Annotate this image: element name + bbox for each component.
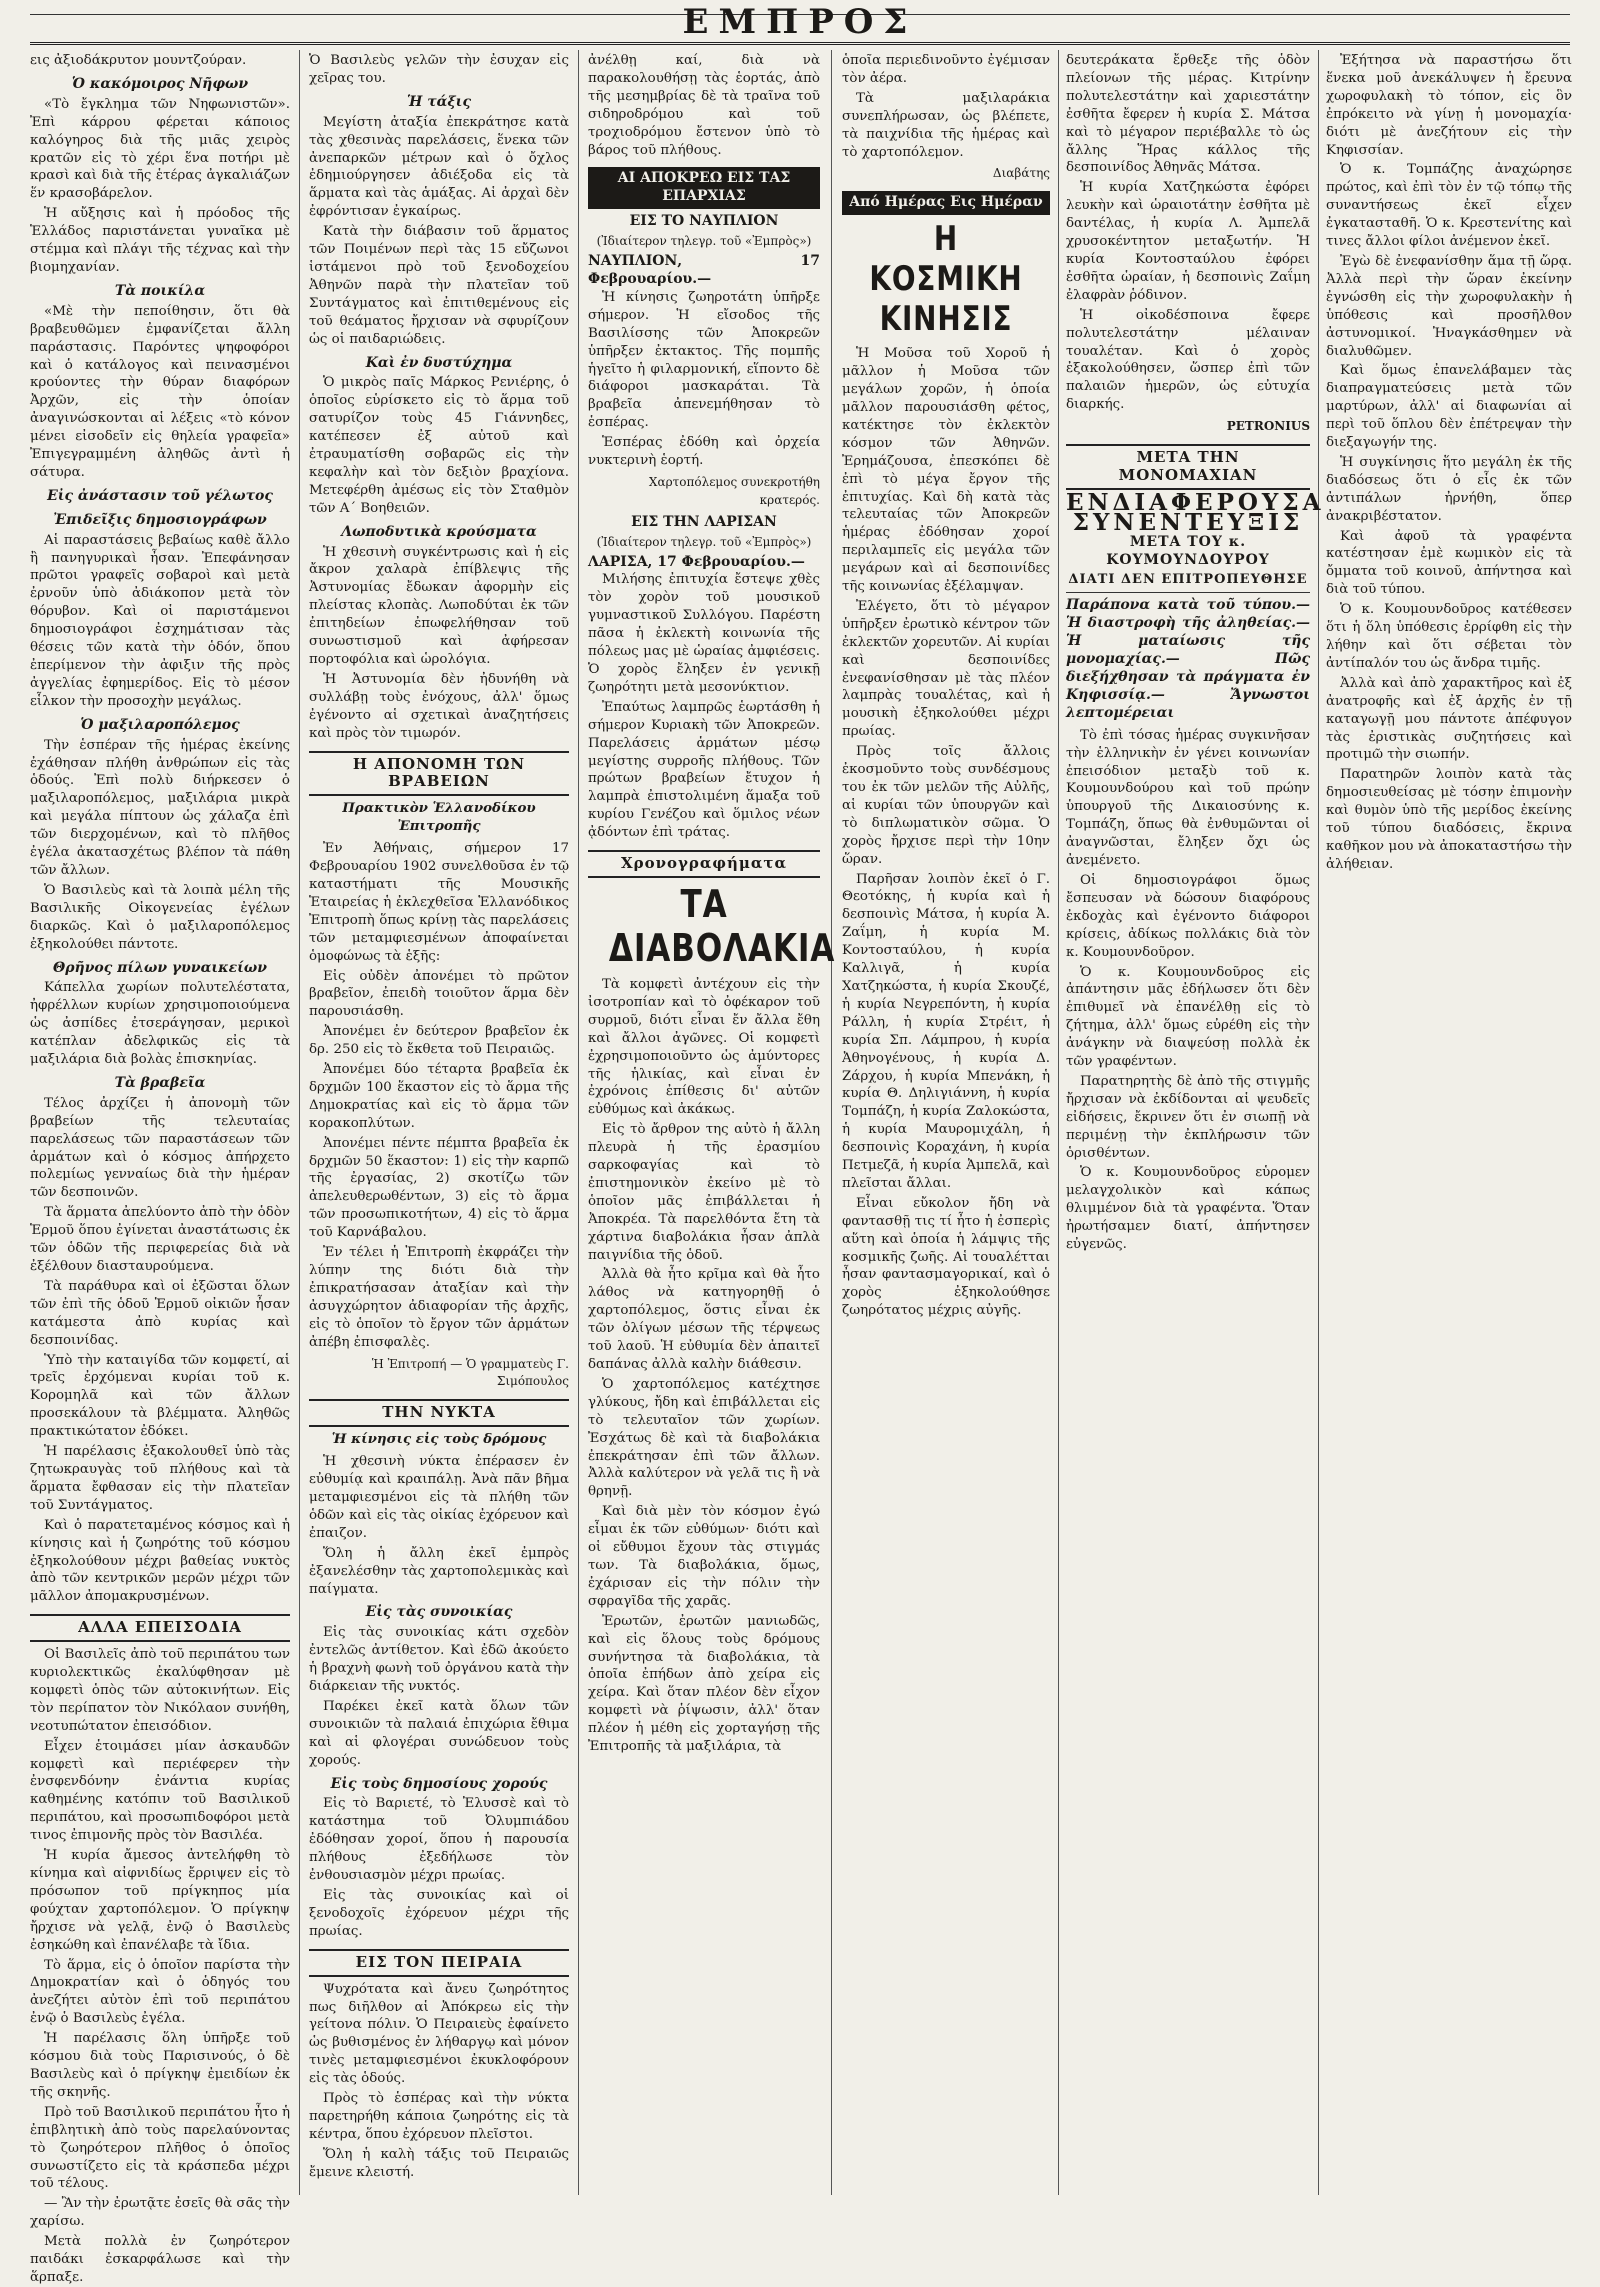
subheading: ΕΙΣ ΤΟ ΝΑΥΠΛΙΟΝ xyxy=(629,213,779,230)
paragraph: Ἐν Ἀθήναις, σήμερον 17 Φεβρουαρίου 1902 συνελθοῦσα ἐν τῷ καταστήματι τῆς Μουσικῆς Ἑταιρείας ἡ ἐκλεχθεῖσα Ἑλλανόδικος Ἐπιτροπὴ ὅπως κρίνῃ τὰς παρελάσεις τῶν μεταμφιεσμένων ἀποφαίνεται ὁμοφώνως τὰ ἑξῆς: xyxy=(309,841,569,964)
column-2 xyxy=(309,52,569,2192)
subheading: Λωποδυτικὰ κρούσματα xyxy=(341,523,537,540)
subheading: Εἰς τοὺς δημοσίους χορούς xyxy=(330,1775,548,1792)
paragraph: Μετὰ πολλὰ ἐν ζωηρότερον παιδάκι ἐσκαρφάλωσε καὶ τὴν ἅρπαξε. xyxy=(30,2234,290,2285)
paragraph: Ἐρωτῶν, ἐρωτῶν μανιωδῶς, καὶ εἰς ὅλους τοὺς δρόμους συνήντησα τὰ διαβολάκια, τὰ ὁποῖα ἐπήδων ἀπὸ χείρα εἰς χείρα. Καὶ ὅταν πλέον δὲν εἶχον κομφετὶ νὰ ῥίψωσιν, ἀλλ' ὅταν πλέον ἡ μέθη εἰς χορταγήσῃ τῆς Ἐπιτροπῆς τὰ μαξιλάρια, τὰ xyxy=(588,1613,820,1755)
dateline: ΝΑΥΠΛΙΟΝ, 17 Φεβρουαρίου.— xyxy=(588,253,820,287)
paragraph: Εἰς τὸ Βαριετέ, τὸ Ἐλυσσὲ καὶ τὸ κατάστημα τοῦ Ὀλυμπιάδου ἐδόθησαν χοροί, ὅπου ἡ παρουσία πλήθους ἐξεδήλωσε τὸν ἐνθουσιασμὸν μέχρι πρωίας. xyxy=(309,1796,569,1884)
subheading: ΕΙΣ ΤΗΝ ΛΑΡΙΣΑΝ xyxy=(631,513,777,530)
paragraph: Ἡ κυρία ἄμεσος ἀντελήφθη τὸ κίνημα καὶ αἰφνιδίως ἔρριψεν εἰς τὸ πρόσωπον τοῦ πρίγκηπος μία φούχταν χαρτοπόλεμον. Ὁ πρίγκηψ ἤρχισε νὰ γελᾷ, ἐνῷ ὁ Βασιλεὺς ἐσηκώθη καὶ ἐπανέλαβε τὰ ἴδια. xyxy=(30,1848,290,1953)
paragraph: Πρὸ τοῦ Βασιλικοῦ περιπάτου ἦτο ἡ ἐπιβλητικὴ ἀπὸ τοὺς παρελαύνοντας τὸ ζωηρότερον πλῆθος ὁ ὁποῖος συνωστίζετο εἰς τὰ κράσπεδα μέχρι τοῦ τέλους. xyxy=(30,2104,290,2192)
feature-headline: ΤΑ ΔΙΑΒΟΛΑΚΙΑ xyxy=(608,881,836,970)
section-heading: Χρονογραφήματα xyxy=(588,850,820,878)
paragraph: Ἡ οἰκοδέσποινα ἔφερε πολυτελεστάτην μέλαιναν τουαλέταν. Καὶ ὁ χορὸς ἐξακολούθησεν, ὥσπερ ἐπὶ τῶν παλαιῶν ἡμερῶν, ὡς εὐτυχία διαρκής. xyxy=(1066,307,1310,413)
lead-heading: Πρακτικὸν Ἑλλανοδίκου Ἐπιτροπῆς xyxy=(342,800,536,835)
subheading: Ὁ κακόμοιρος Νῆφων xyxy=(71,75,249,92)
subheading-note: (Ἰδιαίτερον τηλεγρ. τοῦ «Ἐμπρὸς») xyxy=(596,534,812,549)
paragraph: Εἰς τὰς συνοικίας καὶ οἱ ξενοδοχοῖς ἐχόρευον μέχρι τῆς πρωίας. xyxy=(309,1888,569,1939)
paragraph: Ἡ Ἀστυνομία δὲν ἠδυνήθη νὰ συλλάβῃ τοὺς ἐνόχους, ἀλλ' ὅμως ἐγένοντο αἱ σχετικαὶ ἀναζητήσεις καὶ πρὸς τὸν τιμωρόν. xyxy=(309,671,569,741)
paragraph: Τὰ κομφετὶ ἀντέχουν εἰς τὴν ἰσοτροπίαν καὶ τὸ ὀφέκαρον τοῦ συρμοῦ, διότι εἶναι ἔν ἄλλα ἔθη καὶ ἄλλοι ἀγῶνες. Οἱ κομφετὶ ἐχρησιμοποιοῦντο ὡς ἀμύντορες τῆς ἡλικίας, καὶ εἶναι ἐν ἐχρόνοις ἐπίθεσις δι' αὐτῶν εὐθύμως καὶ ἀκάκως. xyxy=(588,976,820,1118)
subheading: Θρῆνος πίλων γυναικείων xyxy=(53,959,267,976)
paragraph: ὁποῖα περιεδινοῦντο ἐγέμισαν τὸν ἀέρα. xyxy=(842,53,1050,86)
paragraph: Τὸ ἐπὶ τόσας ἡμέρας συγκινῆσαν τὴν ἑλληνικὴν ἐν γένει κοινωνίαν ἐπεισόδιον μεταξὺ τοῦ κ. Κουμουνδούρου καὶ τοῦ πρώην ὑπουργοῦ τῆς Δικαιοσύνης κ. Τομπάζη, ὅπως θὰ ἐνθυμῶνται οἱ ἀναγνῶσται, ἔληξεν ὄχι ὡς ἀνεμένετο. xyxy=(1066,727,1310,869)
section-heading: ΜΕΤΑ ΤΗΝ ΜΟΝΟΜΑΧΙΑΝ xyxy=(1066,444,1310,490)
paragraph: Παρατηρητὴς δὲ ἀπὸ τῆς στιγμῆς ἤρχισαν νὰ ἐκδίδονται αἱ ψευδεῖς εἰδήσεις, ἔκρινεν ὅτι ἐν σιωπῇ νὰ περιμένῃ τὴν ἐκπλήρωσιν τῶν ὁρισθέντων. xyxy=(1066,1073,1310,1161)
subheading: Εἰς ἀνάστασιν τοῦ γέλωτος xyxy=(47,487,273,504)
paragraph: Ὁ κ. Κουμουνδοῦρος εὑρομεν μελαγχολικὸν καὶ κάπως θλιμμένον διὰ τὰ γραφέντα. Ὅταν ἠρωτήσαμεν διατί, ἀπήντησεν εὐγενῶς. xyxy=(1066,1165,1310,1253)
paragraph: Ἐξήτησα νὰ παραστήσω ὅτι ἕνεκα μοῦ ἀνεκάλυψεν ἡ ἔρευνα χωροφυλακὴ τὸ τόπον, εἰς ὃν ἐπρόκειτο νὰ γίνῃ ἡ μονομαχία· διότι μὲ ἀνεζήτουν εἰς τὴν Κηφισσίαν. xyxy=(1326,53,1572,158)
paragraph: Κατὰ τὴν διάβασιν τοῦ ἅρματος τῶν Ποιμένων περὶ τὰς 15 εὔζωνοι ἱστάμενοι πρὸ τοῦ ξενοδοχείου Ἀθηνῶν παρὰ τὴν πλατεῖαν τοῦ Συντάγματος καὶ ἐπιτιθεμένους εἰς τοῦ θεάματος ἤρχισαν νὰ σφυρίζουν ὡς οἱ παιδαριώδεις. xyxy=(309,224,569,347)
signature: Διαβάτης xyxy=(992,166,1050,181)
paragraph: Ἡ κυρία Χατζηκώστα ἐφόρει λευκὴν καὶ ὡραιοτάτην ἐσθῆτα μὲ δαντέλας, ἡ κυρία Λ. Ἀμπελᾶ χρυσοκέντητον μεταξωτήν. Ἡ κυρία Κοντοσταύλου ἐφόρει ἐσθῆτα ὡραίαν, ἡ δεσποινὶς Ζαΐμη ἐλαφρὰν ῥόδινον. xyxy=(1066,180,1310,303)
paragraph: Τέλος ἀρχίζει ἡ ἀπονομὴ τῶν βραβείων τῆς τελευταίας παρελάσεως τῶν παραστάσεων τῶν ἁρμάτων καὶ ὁ κόσμος ἀπήρχετο πολεμίως γενναίως διὰ τὴν ἡμέραν τῶν δεσποινῶν. xyxy=(30,1095,290,1201)
paragraph: Ἀπονέμει ἐν δεύτερον βραβεῖον ἐκ δρ. 250 εἰς τὸ ἔκθετα τοῦ Πειραιῶς. xyxy=(309,1024,569,1058)
paragraph: Οἱ δημοσιογράφοι ὅμως ἔσπευσαν νὰ δώσουν διαφόρους ἐκδοχὰς καὶ ἐγένοντο διάφοροι κρίσεις, ἀδίκως πολλάκις διὰ τὸν κ. Κουμουνδοῦρον. xyxy=(1066,872,1310,960)
paragraph: Ὁ Βασιλεὺς καὶ τὰ λοιπὰ μέλη τῆς Βασιλικῆς Οἰκογενείας ἐγέλων διαρκῶς. Καὶ ὁ μαξιλαροπόλεμος ἐξηκολούθει πάντοτε. xyxy=(30,882,290,952)
paragraph: Ἡ κίνησις ζωηροτάτη ὑπῆρξε σήμερον. Ἡ εἴσοδος τῆς Βασιλίσσης τῶν Ἀποκρεῶν ὑπῆρξεν ἐκτακτος. Τῆς πομπῆς ἡγεῖτο ἡ φιλαρμονική, εἵποντο δὲ διάφοροι μασκαράται. Τὰ βραβεῖα ἀπενεμήθησαν τὸ ἑσπέρας. xyxy=(588,289,820,431)
column-rule xyxy=(831,50,832,2195)
paragraph: Αἱ παραστάσεις βεβαίως καθὲ ἄλλο ἢ πανηγυρικαὶ ἦσαν. Ἐπεφάνησαν πρῶτοι γραφεῖς σοβαροὶ καὶ μετὰ ἐρνοῦν ὑπὸ ἀδιάκοπον μετὰ τὸν θόρυβον. Καὶ οἱ παριστάμενοι δημοσιογράφοι ἐσχημάτισαν τὰς θέσεις τῶν κατὰ τὴν ὁδόν, ὅπου ἐπερίμενον τὴν ἀφιξιν τῆς πρὸς ἀγγελίας ἐφημερίδος. Εἰς τὸ μέσον εἷλκον τὴν προσοχὴν μεγάλως. xyxy=(30,532,290,709)
feature-headline: Η ΚΟΣΜΙΚΗ ΚΙΝΗΣΙΣ xyxy=(869,219,1023,340)
paragraph: Ψυχρότατα καὶ ἄνευ ζωηρότητος πως διῆλθον αἱ Ἀπόκρεω εἰς τὴν γείτονα πόλιν. Ὁ Πειραιεὺς ἐφαίνετο ὡς βυθισμένος ἐν λήθαργῳ καὶ μόνον τινὲς μεταμφιεσμένοι ἐκυκλοφόρουν εἰς τὰς ὁδούς. xyxy=(309,1981,569,2087)
section-heading: Η ΑΠΟΝΟΜΗ ΤΩΝ ΒΡΑΒΕΙΩΝ xyxy=(309,751,569,797)
section-heading: Από Ημέρας Εις Ημέραν xyxy=(842,191,1050,215)
paragraph: Οἱ Βασιλεῖς ἀπὸ τοῦ περιπάτου των κυριολεκτικῶς ἐκαλύφθησαν μὲ κομφετὶ ὁπὸς τῶν αὐτοκινήτων. Εἰς τὸν περίπατον τὸν Νικόλαον συνήθη, νεοτυπώτατον ἐπεισόδιον. xyxy=(30,1647,290,1734)
column-6 xyxy=(1326,52,1572,2192)
column-3 xyxy=(588,52,836,2192)
paragraph: Παρέκει ἐκεῖ κατὰ ὅλων τῶν συνοικιῶν τὰ παλαιά ἐπιχώρια ἔθιμα καὶ αἱ φλογέραι συνώδευον τοὺς χορούς. xyxy=(309,1698,569,1768)
column-4 xyxy=(842,52,1050,2192)
paragraph: Καὶ ἀφοῦ τὰ γραφέντα κατέστησαν ἐμὲ κωμικὸν εἰς τὰ ὄμματα τοῦ κοινοῦ, ἀπήντησα καὶ διὰ τοῦ τύπου. xyxy=(1326,528,1572,598)
paragraph: Παρῆσαν λοιπὸν ἐκεῖ ὁ Γ. Θεοτόκης, ἡ κυρία καὶ ἡ δεσποινὶς Μάτσα, ἡ κυρία Ἀ. Ζαΐμη, ἡ κυρία Μ. Κοντοσταύλου, ἡ κυρία Καλλιγᾶ, ἡ κυρία Χατζηκώστα, ἡ κυρία Σκουζέ, ἡ κυρία Νεγρεπόντη, ἡ κυρία Ράλλη, ἡ κυρία Στρέιτ, ἡ κυρία Σπ. Λάμπρου, ἡ κυρία Ἀθηνογένους, ἡ κυρία Δ. Ζάρχου, ἡ κυρία Μπενάκη, ἡ κυρία Θ. Δηλιγιάννη, ἡ κυρία Τομπάζη, ἡ κυρία Ζαλοκώστα, ἡ κυρία Μαυρομιχάλη, ἡ δεσποινὶς Κοραχάνη, ἡ κυρία Πετμεζᾶ, ἡ κυρία Ἀμπελᾶ, καὶ πλεῖσται ἄλλαι. xyxy=(842,871,1050,1191)
article-subheadline: ΔΙΑΤΙ ΔΕΝ ΕΠΙΤΡΟΠΕΥΘΗΣΕ xyxy=(1066,571,1310,593)
subheading: Ἐπιδεῖξις δημοσιογράφων xyxy=(53,511,267,528)
paragraph: Ἡ συγκίνησις ἥτο μεγάλη ἐκ τῆς διαδόσεως ὅτι ὁ εἷς ἐκ τῶν ἀντιπάλων ἠρνήθη, ὅπερ ἀνακριβέστατον. xyxy=(1326,454,1572,524)
section-heading: ΤΗΝ ΝΥΚΤΑ xyxy=(309,1399,569,1427)
paragraph: Τὰ μαξιλαράκια συνεπλήρωσαν, ὡς βλέπετε, τὰ παιχνίδια τῆς ἡμέρας καὶ τὸ χαρτοπόλεμον. xyxy=(842,90,1050,160)
paragraph: Ὁ Βασιλεὺς γελῶν τὴν ἐσυχαν εἰς χεῖρας του. xyxy=(309,53,569,86)
signature: PETRONIUS xyxy=(1226,419,1310,434)
paragraph: Ἐπαύτως λαμπρῶς ἑωρτάσθη ἡ σήμερον Κυριακὴ τῶν Ἀποκρεῶν. Παρελάσεις ἁρμάτων μέσῳ μεγίστης συρροῆς πλήθους. Τῶν πρώτων βραβείων ἔτυχον ἡ λαμπρὰ ἐπιστολιμένη ἅμαξα τοῦ κυρίου Γενέζου καὶ ὅμιλος νέων ᾀδόντων ἐπὶ τράτας. xyxy=(588,699,820,841)
paragraph: Ὅλη ἡ καλὴ τάξις τοῦ Πειραιῶς ἔμεινε κλειστή. xyxy=(309,2146,569,2180)
column-rule xyxy=(299,50,300,2195)
paragraph: Ὑπὸ τὴν καταιγίδα τῶν κομφετί, αἱ τρεῖς ἐρχόμεναι κυρίαι τοῦ κ. Κορομηλᾶ καὶ τῶν ἄλλων προσεκάλουν τὰ βλέμματα. Ἀληθῶς πρακτικώτατον ἐδόκει. xyxy=(30,1352,290,1440)
paragraph: Ἐλέγετο, ὅτι τὸ μέγαρον ὑπῆρξεν ἐρωτικὸ κέντρον τῶν ἐκλεκτῶν χορευτῶν. Αἱ κυρίαι καὶ δεσποινίδες ἐνεφανίσθησαν μὲ τὰς πλέον λαμπρὰς τουαλέτας, καὶ ἡ μουσικὴ ἐξηκολούθει μέχρι πρωίας. xyxy=(842,598,1050,740)
paragraph: εις ἀξιοδάκρυτον μουντζούραν. xyxy=(30,53,247,68)
dateline: ΛΑΡΙΣΑ, 17 Φεβρουαρίου.— xyxy=(588,553,805,570)
signature: Χαρτοπόλεμος συνεκροτήθη κρατερός. xyxy=(648,474,820,507)
section-heading: ΑΙ ΑΠΟΚΡΕΩ ΕΙΣ ΤΑΣ ΕΠΑΡΧΙΑΣ xyxy=(588,167,820,209)
paragraph: Ἀπονέμει δύο τέταρτα βραβεῖα ἐκ δρχμῶν 100 ἕκαστον εἰς τὸ ἅρμα τῆς Δημοκρατίας καὶ εἰς τὸ ἅρμα τῶν κορακοπλύτων. xyxy=(309,1062,569,1131)
paragraph: Ἡ παρέλασις ὅλη ὑπῆρξε τοῦ κόσμου διὰ τοὺς Παρισινούς, ὁ δὲ Βασιλεὺς καὶ ὁ πρίγκηψ ἐμειδίων ἐκ τῆς σκηνῆς. xyxy=(30,2031,290,2100)
paragraph: Πρὸς τοῖς ἄλλοις ἐκοσμοῦντο τοὺς συνδέσμους του ἐκ τῶν μελῶν τῆς Αὐλῆς, αἱ κυρίαι τῶν ὑπουργῶν καὶ τὸ διπλωματικὸν σῶμα. Ὁ χορὸς ἤρχισε περὶ τὴν 10ην ὥραν. xyxy=(842,744,1050,867)
masthead xyxy=(30,0,1570,45)
paragraph: δευτεράκατα ἔρθεξε τῆς ὁδὸν πλείονων τῆς μέρας. Κιτρίνην πολυτελεστάτην καὶ χαριεστάτην ἐσθῆτα ἔφερεν ἡ κυρία Σ. Μάτσα καὶ τὸ μέγαρον περιέβαλλε τὸ ὡς ἄλλης Ἥρας κάλλος τῆς δεσποινίδος Ἀθηνᾶς Μάτσα. xyxy=(1066,53,1310,176)
paragraph: Τὴν ἑσπέραν τῆς ἡμέρας ἐκείνης ἐχάθησαν πλήθη ἀνθρώπων εἰς τὰς ὁδούς. Ἐπὶ πολὺ διήρκεσεν ὁ μαξιλαροπόλεμος, μαξιλάρια μικρὰ καὶ μεγάλα πίπτουν ὡς χάλαζα ἐπὶ τῶν διερχομένων, καὶ τὸ πλῆθος ἐγέλα ἀκατασχέτως βλέπον τὰ πάθη τῶν ἄλλων. xyxy=(30,737,290,878)
subheading-note: (Ἰδιαίτερον τηλεγρ. τοῦ «Ἐμπρὸς») xyxy=(596,234,812,249)
paragraph: Μιλήσης ἐπιτυχία ἔστεψε χθὲς τὸν χορὸν τοῦ μουσικοῦ γυμναστικοῦ Συλλόγου. Παρέστη πᾶσα ἡ ἐκλεκτὴ κοινωνία τῆς πόλεως μας μὲ ὡραίας ἀμφιέσεις. Ὁ χορὸς ἔληξεν ἐν γενικῇ ζωηρότητι μετὰ μεσονύκτιον. xyxy=(588,572,820,695)
paragraph: Εἶχεν ἑτοιμάσει μίαν ἀσκαυδῶν κομφετὶ καὶ περιέφερεν τὴν ἐνσφενδόνην ἐνάντια κυρίας καθημένης κατόπιν τοῦ Βασιλικοῦ περιπάτου, καὶ προσωπιδοφόροι μετὰ τινος ἐπιμονῆς πρὸς τὸν Βασιλέα. xyxy=(30,1738,290,1844)
masthead-title: ΕΜΠΡΟΣ xyxy=(682,2,918,42)
paragraph: Ἡ παρέλασις ἐξακολουθεῖ ὑπὸ τὰς ζητωκραυγὰς τοῦ πλήθους καὶ τὰ ἅρματα ἔφθασαν εἰς τὴν πλατεῖαν τοῦ Συντάγματος. xyxy=(30,1444,290,1513)
paragraph: Εἶναι εὔκολον ἤδη νὰ φαντασθῇ τις τί ἦτο ἡ ἐσπερὶς αὕτη καὶ ὁποία ἡ λάμψις τῆς κοσμικῆς ζωῆς. Αἱ τουαλέτται ἦσαν φαντασμαγορικαί, καὶ ὁ χορὸς ἐξηκολούθησε ζωηρότατος μέχρις αὐγῆς. xyxy=(842,1195,1050,1319)
paragraph: Ἐγὼ δὲ ἐνεφανίσθην ἅμα τῇ ὥρᾳ. Ἀλλὰ περὶ τὴν ὥραν ἐκείνην ἐγνώσθη εἰς τὴν χωροφυλακὴν ἡ ὑπόθεσις καὶ προσῆλθον ἀστυνομικοί. Ἠναγκάσθημεν νὰ διαλυθῶμεν. xyxy=(1326,253,1572,359)
subheading: Εἰς τὰς συνοικίας xyxy=(365,1604,513,1621)
paragraph: Εἰς τὸ ἄρθρον της αὐτὸ ἡ ἄλλη πλευρὰ ἡ τῆς ἐρασμίου σαρκοφαγίας καὶ τὸ ἐπιστημονικὸν ἐκείνο μὲ τὸ ὁποῖον μᾶς ἐπιβάλλεται ἡ Ἀποκρέα. Τὰ παρελθόντα ἔτη τὰ χάρτινα διαβολάκια ἦσαν ἀπλὰ παιγνίδια τῆς ὁδοῦ. xyxy=(588,1122,820,1263)
signature: Ἡ Ἐπιτροπή — Ὁ γραμματεὺς Γ. Σιμόπουλος xyxy=(371,1356,569,1389)
lead-summary: Παράπονα κατὰ τοῦ τύπου.— Ἡ διαστροφὴ τῆς ἀληθείας.— Ἡ ματαίωσις τῆς μονομαχίας.— Πῶς διεξήχθησαν τὰ πράγματα ἐν Κηφισσίᾳ.— Ἄγνωστοι λεπτομέρειαι xyxy=(1066,597,1310,721)
paragraph: Καὶ ὅμως ἐπανελάβαμεν τὰς διαπραγματεύσεις μετὰ τῶν μαρτύρων, ἀλλ' αἱ διαφωνίαι αἱ περὶ τοῦ ὅπλου δὲν ἐπέτρεψαν τὴν διεξαγωγήν της. xyxy=(1326,363,1572,451)
paragraph: Πρὸς τὸ ἑσπέρας καὶ τὴν νύκτα παρετηρήθη κάποια ζωηρότης εἰς τὰ κέντρα, ὅπου ἐχόρευον πλεῖστοι. xyxy=(309,2091,569,2142)
subheading: Ἡ τάξις xyxy=(407,93,471,110)
paragraph: Εἰς τὰς συνοικίας κάτι σχεδὸν ἐντελῶς ἀντίθετον. Καὶ ἐδῶ ἀκούετο ἡ βραχνὴ φωνὴ τοῦ ὀργάνου κατὰ τὴν διάρκειαν τῆς νυκτός. xyxy=(309,1625,569,1695)
paragraph: «Τὸ ἔγκλημα τῶν Νηφωνιστῶν». Ἐπὶ κάρρου φέρεται κάποιος καλόγηρος διὰ τῆς μιᾶς χειρὸς κρατῶν εἰς τὸ χέρι ἕνα ποτήρι μὲ κρασὶ καὶ διὰ τῆς ἑτέρας ἀγκαλιάζων ἕν κρασοβάρελον. xyxy=(30,96,290,202)
section-heading: ΑΛΛΑ ΕΠΕΙΣΟΔΙΑ xyxy=(30,1614,290,1642)
column-5 xyxy=(1066,52,1325,2192)
article-headline: ΕΝΔΙΑΦΕΡΟΥΣΑ xyxy=(1066,488,1325,516)
paragraph: Κάπελλα χωρίων πολυτελέστατα, ἠφρέλλων κυρίων χρησιμοποιούμενα ὡς ἀσπίδες ἐτσεράγησαν, μερικοὶ κατέπλαν ἀδελφικῶς εἰς τὰ μαξιλάρια διὰ βολὰς ἐπισκηνίας. xyxy=(30,980,290,1068)
subheading: Τὰ βραβεῖα xyxy=(114,1074,206,1091)
paragraph: Ὁ κ. Τομπάζης ἀναχώρησε πρώτος, καὶ ἐπὶ τὸν ἐν τῷ τόπῳ τῆς συναντήσεως ἐκεῖ εἶχεν ἐγκατασταθῆ. Ὁ κ. Κρεστενίτης καὶ τινες ἄλλοι φίλοι ἀνέμενον ἐκεῖ. xyxy=(1326,162,1572,250)
paragraph: Καὶ διὰ μὲν τὸν κόσμον ἐγώ εἶμαι ἐκ τῶν εὐθύμων· διότι καὶ οἱ εὔθυμοι ἔχουν τὰς στιγμάς των. Τὰ διαβολάκια, ὅμως, ἐχάρισαν εἰς τὴν πόλιν τὴν σφραγῖδα τῆς χαρᾶς. xyxy=(588,1504,820,1609)
paragraph: Ὁ κ. Κουμουνδοῦρος κατέθεσεν ὅτι ἡ ὅλη ὑπόθεσις ἐρρίφθη εἰς τὴν λήθην καὶ ὅτι σέβεται τὸν ἀντίπαλόν του ὡς ἄνδρα τιμῆς. xyxy=(1326,602,1572,671)
paragraph: Ἀλλὰ θὰ ἦτο κρῖμα καὶ θὰ ἦτο λάθος νὰ κατηγορηθῇ ὁ χαρτοπόλεμος, ὅστις εἶναι ἐκ τῶν ὀλίγων μέσων τῆς τέρψεως τοῦ λαοῦ. Ἡ εὐθυμία δὲν ἀπαιτεῖ δαπάνας ἀλλὰ καλὴν διάθεσιν. xyxy=(588,1267,820,1372)
paragraph: Ἡ αὔξησις καὶ ἡ πρόοδος τῆς Ἑλλάδος παριστάνεται γυναῖκα μὲ στέμμα καὶ πλάγι τῆς τέχνας καὶ τὴν βιομηχανίαν. xyxy=(30,206,290,275)
column-rule xyxy=(578,50,579,2195)
paragraph: Μεγίστη ἀταξία ἐπεκράτησε κατὰ τὰς χθεσινὰς παρελάσεις, ἕνεκα τῶν ἀνεπαρκῶν μέτρων καὶ ὁ ὄχλος ἐδημιούργησεν ἀδιέξοδα εἰς τὰ ἅρματα καὶ τὰς ἁμάξας. Αἱ ἀρχαὶ δὲν ἐφρόντισαν ἐγκαίρως. xyxy=(309,114,569,220)
paragraph: Εἰς οὐδὲν ἀπονέμει τὸ πρῶτον βραβεῖον, ἐπειδὴ τοιοῦτον ἅρμα δὲν παρουσιάσθη. xyxy=(309,968,569,1020)
paragraph: Ὁ κ. Κουμουνδοῦρος εἰς ἀπάντησιν μᾶς ἐδήλωσεν ὅτι δὲν ἐπιθυμεῖ νὰ ἐπανέλθῃ εἰς τὸ ζήτημα, ἀλλ' ὅμως εὐρέθη εἰς τὴν ἀνάγκην νὰ διαψεύσῃ πολλὰ ἐκ τῶν γραφέντων. xyxy=(1066,964,1310,1070)
paragraph: Ἡ χθεσινὴ νύκτα ἐπέρασεν ἐν εὐθυμίᾳ καὶ κραιπάλῃ. Ἀνὰ πᾶν βῆμα μεταμφιεσμένοι εἰς τὰ πλήθη τῶν ὁδῶν καὶ εἰς τὰς οἰκίας ἐχόρευον καὶ ἐπαιζον. xyxy=(309,1454,569,1541)
paragraph: Καὶ ὁ παρατεταμένος κόσμος καὶ ἡ κίνησις καὶ ἡ ζωηρότης τοῦ κόσμου ἐξηκολούθουν μέχρι βαθείας νυκτὸς ἀπὸ τῶν κεντρικῶν μερῶν μέχρι τῶν μᾶλλον ἀπομακρυσμένων. xyxy=(30,1517,290,1605)
column-1 xyxy=(30,52,290,2285)
section-heading: ΕΙΣ ΤΟΝ ΠΕΙΡΑΙΑ xyxy=(309,1949,569,1977)
paragraph: Παρατηρῶν λοιπὸν κατὰ τὰς δημοσιευθείσας μὲ τόσην ἐπιμονὴν καὶ θυμὸν ὑπὸ τῆς μερίδος ἐκείνης τοῦ τύπου διαδόσεις, ἔκρινα καθῆκον μου νὰ ἀποκαταστήσω τὴν ἀλήθειαν. xyxy=(1326,767,1572,872)
paragraph: «Μὲ τὴν πεποίθησιν, ὅτι θὰ βραβευθῶμεν ἐμφανίζεται ἄλλη παράστασις. Παρόντες ψηφοφόροι καὶ ὁ κατάλογος καὶ πεινασμένοι κρούοντες τὴν θύραν διαφόρων Ἀρχῶν, εἰς τὴν ὁποίαν ἀναγινώσκονται αἱ λέξεις «τὸ κόνον μένει εἰσοδεῖν εἰς θηλεία γραφεῖα» Ἐπιγεγραμμένη ἀληθῶς ἀντὶ ἡ σάτυρα. xyxy=(30,303,290,480)
subheading: Ὁ μαξιλαροπόλεμος xyxy=(80,716,240,733)
subheading: Καὶ ἐν δυστύχημα xyxy=(365,354,513,371)
paragraph: Ὁ μικρὸς παῖς Μάρκος Ρενιέρης, ὁ ὁποῖος εὑρίσκετο εἰς τὸ ἅρμα τοῦ σατυρίζον τοὺς 45 Γιάννηδες, κατέπεσεν ἐξ αὐτοῦ καὶ ἐτραυματίσθη σοβαρῶς εἰς τὴν κεφαλὴν καὶ τὸν δεξιὸν βραχίονα. Μετεφέρθη ἀμέσως εἰς τὸν Σταθμὸν τῶν Α΄ Βοηθειῶν. xyxy=(309,375,569,516)
article-headline: ΣΥΝΕΝΤΕΥΞΙΣ xyxy=(1072,508,1304,536)
subheading: Τὰ ποικίλα xyxy=(114,282,206,299)
paragraph: — Ἂν τὴν ἐρωτᾷτε ἐσεῖς θὰ σᾶς τὴν χαρίσω. xyxy=(30,2196,290,2230)
paragraph: Τὸ ἅρμα, εἰς ὁ ὁποῖον παρίστα τὴν Δημοκρατίαν καὶ ὁ ὁδηγός του ἀνεζήτει αὐτὸν ἐπὶ τοῦ περιπάτου ἐνῷ ὁ Βασιλεὺς ἐγέλα. xyxy=(30,1957,290,2027)
column-rule xyxy=(1318,50,1319,2195)
paragraph: Ὅλη ἡ ἄλλη ἐκεῖ ἐμπρὸς ἐξανελέσθην τὰς χαρτοπολεμικὰς καὶ παίγματα. xyxy=(309,1545,569,1597)
column-rule xyxy=(1058,50,1059,2195)
article-headline: ΜΕΤΑ ΤΟΥ κ. ΚΟΥΜΟΥΝΔΟΥΡΟΥ xyxy=(1106,533,1270,568)
paragraph: Ἐν τέλει ἡ Ἐπιτροπὴ ἐκφράζει τὴν λύπην της διότι διὰ τὴν ἐπικρατήσασαν ἀταξίαν καὶ τὴν ἀσυγχώρητον ἀδιαφορίαν τῆς ἀρχῆς, εἰς τὸ ὁποῖον τὸ ἔργον τῶν ἁρμάτων ἀπέβη ἐπισφαλὲς. xyxy=(309,1245,569,1350)
paragraph: Τὰ ἅρματα ἀπελύοντο ἀπὸ τὴν ὁδὸν Ἑρμοῦ ὅπου ἐγίνεται ἀναστάτωσις ἐκ τῶν ὁδῶν τῆς περιφερείας διὰ νὰ ἐξέλθουν διασταυρούμενα. xyxy=(30,1205,290,1274)
paragraph: ἀνέλθῃ καί, διὰ νὰ παρακολουθήσῃ τὰς ἑορτάς, ἀπὸ τῆς μεσημβρίας δὲ τὰ τραῖνα τοῦ σιδηροδρόμου καὶ τοῦ τροχιοδρόμου ἔστενον ὑπὸ τὸ βάρος τοῦ πλήθους. xyxy=(588,53,820,158)
paragraph: Ἑσπέρας ἐδόθη καὶ ὀρχεία νυκτερινὴ ἑορτή. xyxy=(588,435,820,469)
paragraph: Ἀπονέμει πέντε πέμπτα βραβεῖα ἐκ δρχμῶν 50 ἕκαστον: 1) εἰς τὴν καρπῶ τῆς ἐργασίας, 2) σκοτίζω τῶν ἀπελευθερωθέντων, 3) εἰς τὸ ἅρμα τῶν προσωπικοτήτων, 4) εἰς τὸ ἅρμα τοῦ Καρνάβαλου. xyxy=(309,1135,569,1241)
paragraph: Ἡ χθεσινὴ συγκέντρωσις καὶ ἡ εἰς ἄκρον χαλαρὰ ἐπίβλεψις τῆς Ἀστυνομίας ἔδωκαν ἀφορμὴν εἰς πλείστας κλοπὰς. Λωποδύται ἐκ τῶν ἐπιτηδείων ἐπωφελήθησαν τοῦ συνωστισμοῦ καὶ ἀφήρεσαν πορτοφόλια καὶ ὡρολόγια. xyxy=(309,544,569,667)
paragraph: Ἀλλὰ καὶ ἀπὸ χαρακτῆρος καὶ ἐξ ἀνατροφῆς καὶ ἐξ ἀρχῆς ἐν τῇ καταγωγῇ μου πάντοτε ἀπέφυγον τὰς ἐριστικὰς συζητήσεις καὶ προτιμῶ τὴν σιωπήν. xyxy=(1326,675,1572,763)
paragraph: Ἡ Μοῦσα τοῦ Χοροῦ ἡ μᾶλλον ἡ Μοῦσα τῶν μεγάλων χορῶν, ἡ ὁποία μᾶλλον παρουσιάσθη φέτος, κατέκτησε τὸν ἐκλεκτὸν κόσμον τῶν Ἀθηνῶν. Ἐρημάζουσα, ἐπεσκόπει δὲ ἐπὶ τὸ μέγα ἔργον τῆς ἐπιτυχίας. Καὶ δὴ κατὰ τὰς τελευταίας τῶν Ἀποκρεῶν ἡμέρας ἐδόθησαν χοροί περιλαμπεῖς εἰς μεγάλα τῶν μεγάρων καὶ αἱ δεσποινίδες τῆς κοινωνίας ἐξέλαμψαν. xyxy=(842,346,1050,595)
lead-heading: Ἡ κίνησις εἰς τοὺς δρόμους xyxy=(331,1431,547,1448)
paragraph: Τὰ παράθυρα καὶ οἱ ἐξῶσται ὅλων τῶν ἐπὶ τῆς ὁδοῦ Ἑρμοῦ οἰκιῶν ἦσαν κατάμεστα ἀπὸ κυρίας καὶ δεσποινίδας. xyxy=(30,1278,290,1348)
paragraph: Ὁ χαρτοπόλεμος κατέχτησε γλύκους, ἤδη καὶ ἐπιβάλλεται εἰς τὸ τελευταῖον τῶν χωρίων. Ἐσχάτως δὲ καὶ τὰ διαβολάκια ἐπεκράτησαν ἐπὶ τῶν ἄλλων. Ἀλλὰ καλύτερον νὰ γελᾶ τις ἢ νὰ θρηνῇ. xyxy=(588,1376,820,1500)
